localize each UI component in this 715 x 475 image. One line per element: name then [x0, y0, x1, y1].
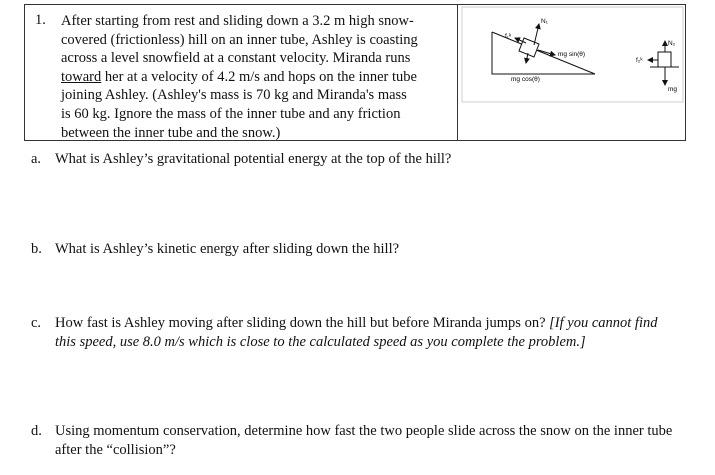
normal-force-label-1: N₁: [541, 18, 548, 25]
question-text-line: Using momentum conservation, determine how fast the two people slide across the snow on the inner tube: [55, 423, 673, 439]
question-d: [31, 422, 706, 462]
normal-force-label-2: N₂: [668, 40, 676, 47]
problem-line: After starting from rest and sliding down a 3.2 m high snow-: [61, 13, 414, 29]
problem-line: is 60 kg. Ignore the mass of the inner tube and any friction: [61, 105, 401, 122]
problem-line: between the inner tube and the snow.): [61, 124, 281, 141]
underlined-word: toward: [61, 68, 102, 85]
mg-cos-label: mg cos(θ): [511, 76, 540, 83]
question-letter: a.: [31, 151, 42, 167]
question-italic-note: this speed, use 8.0 m/s which is close to the calculated speed as you complete the problem.]: [55, 333, 586, 350]
free-body-diagram: [458, 5, 686, 140]
question-text: What is Ashley’s gravitational potential energy at the top of the hill?: [55, 151, 452, 167]
problem-line: [61, 68, 441, 87]
problem-line: joining Ashley. (Ashley's mass is 70 kg and Miranda's mass: [61, 87, 407, 104]
question-letter: d.: [31, 423, 42, 439]
friction-label-1: f₁ᵏ: [505, 33, 512, 40]
question-letter: c.: [31, 315, 42, 331]
line-rest: her at a velocity of 4.2 m/s and hops on the inner tube: [101, 68, 417, 85]
question-c: [31, 314, 701, 354]
problem-line: across a level snowfield at a constant velocity. Miranda runs: [61, 50, 411, 67]
question-text: [55, 314, 700, 351]
mg-sin-label: mg sin(θ): [558, 51, 586, 58]
question-letter: b.: [31, 241, 42, 257]
question-text-line: after the “collision”?: [55, 441, 176, 458]
friction-label-2: f₂ᵏ: [636, 57, 643, 64]
question-text: [55, 422, 710, 459]
problem-number: 1.: [35, 12, 46, 28]
question-italic-note: [If you cannot find: [549, 315, 658, 331]
question-text: What is Ashley’s kinetic energy after sliding down the hill?: [55, 241, 400, 257]
weight-label: mg: [668, 86, 678, 93]
problem-box: [24, 4, 686, 141]
problem-line: covered (frictionless) hill on an inner tube, Ashley is coasting: [61, 31, 418, 48]
question-text-line: How fast is Ashley moving after sliding down the hill but before Miranda jumps on?: [55, 315, 546, 331]
problem-statement: [61, 12, 441, 142]
